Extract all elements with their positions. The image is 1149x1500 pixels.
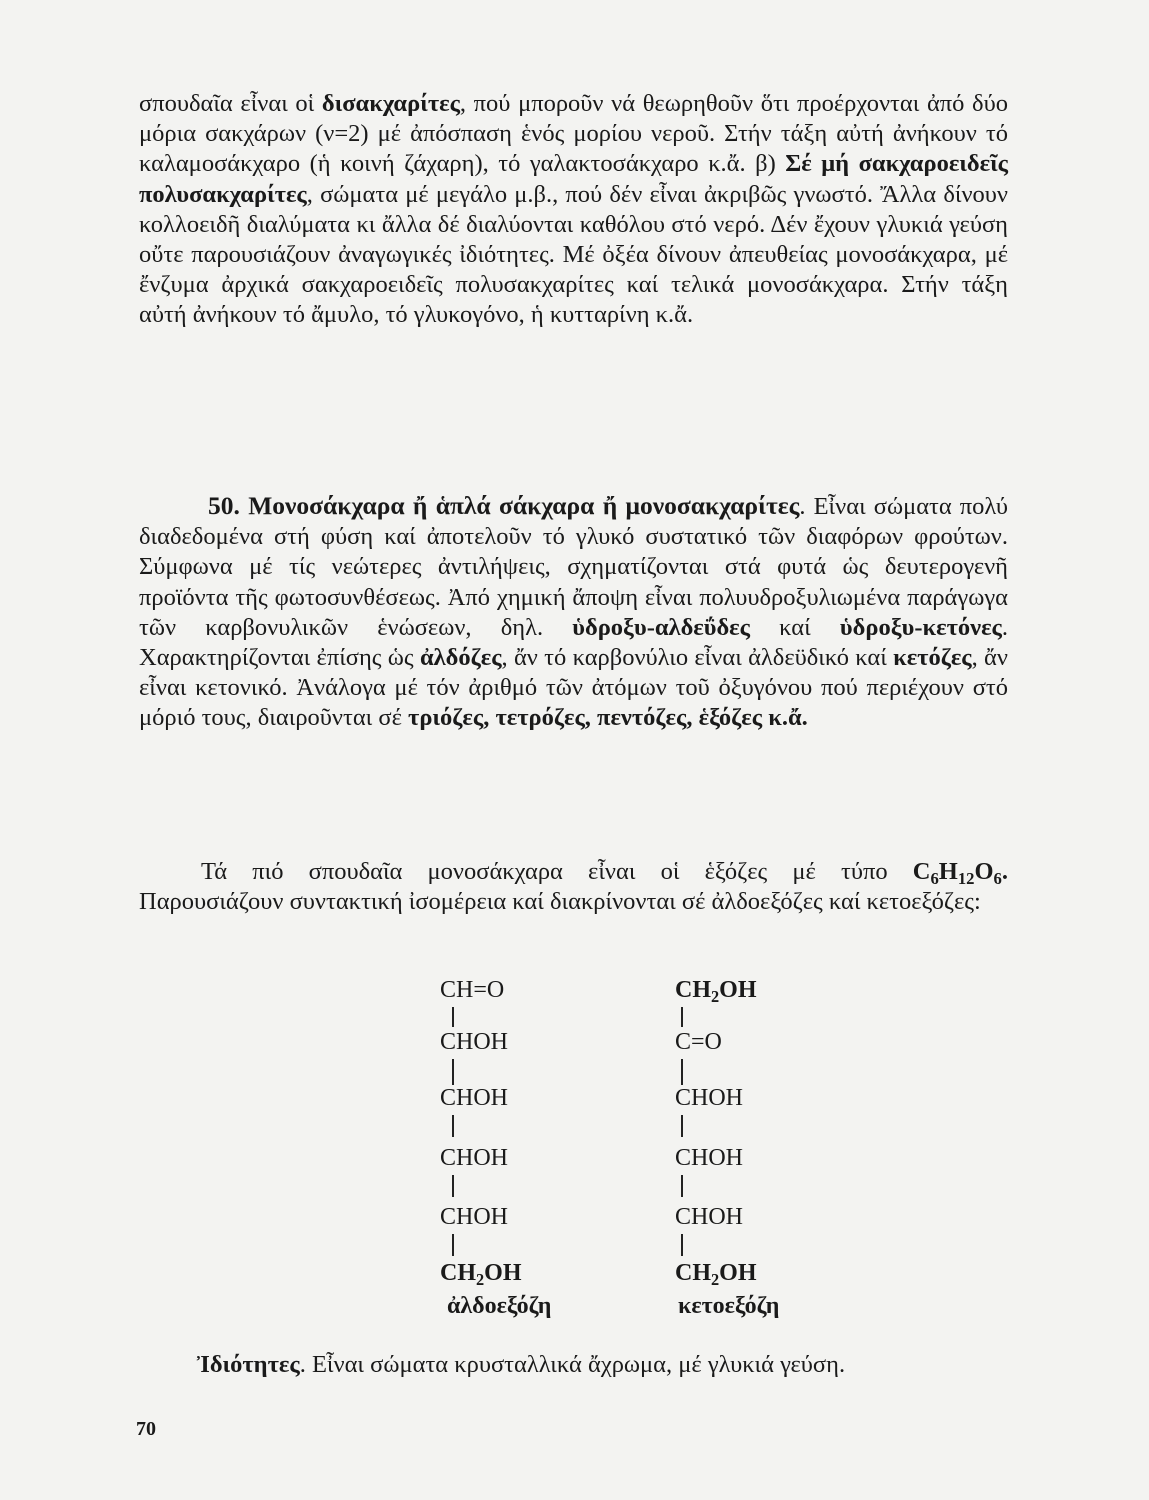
text: , σώματα μέ μεγάλο μ.β., πού δέν εἶναι ἀκριβῶς γνωστό. Ἄλλα δίνουν κολλοειδῆ διαλύματα κι ἄλλα δέ διαλύονται καθόλου στό νερό. Δέν ἔχουν γλυκιά γεύση οὔτε παρουσιάζουν ἀναγωγικές ἰδιότητες. Μέ ὀξέα δίνουν ἀπευθείας μονοσάκχαρα, μέ ἔνζυμα ἀρχικά σακχαροειδεῖς πολυσακχαρίτες καί τελικά μονοσάκχαρα. Στήν τάξη αὐτή ἀνήκουν τό ἄμυλο, τό γλυκογόνο, ἡ κυτταρίνη κ.ἄ.	[139, 180, 1008, 329]
formula-o: O	[974, 858, 994, 885]
term-hydroxy-aldehydes: ὑδροξυ-αλδεΰδες	[572, 613, 750, 641]
text: , ἄν τό καρβονύλιο εἶναι ἀλδεϋδικό καί	[501, 644, 894, 672]
formula-row: CHOH	[440, 1145, 509, 1171]
formula-part: CH	[675, 1260, 711, 1286]
formula-sub: 2	[711, 1269, 720, 1289]
formula-row	[675, 975, 757, 1005]
formula-row: CHOH	[440, 1204, 509, 1230]
formula-row: CHOH	[675, 1204, 744, 1230]
paragraph-disaccharides	[139, 89, 1008, 331]
bond-line	[681, 1115, 683, 1137]
term-disaccharides: δισακχαρίτες	[321, 90, 460, 117]
text: . Εἶναι σώματα πολύ διαδεδομένα στή φύση καί ἀποτελοῦν τό γλυκό συστατικό τῶν διαφόρων φρούτων. Σύμφωνα μέ τίς νεώτερες ἀντιλήψεις, σχηματίζονται στά φυτά ὡς δευτερογενῆ προϊόντα τῆς φωτοσυνθέσεως. Ἀπό χημική ἄποψη εἶναι πολυυδροξυλιωμένα παράγωγα τῶν καρβονυλικῶν ἑνώσεων, δηλ.	[139, 493, 1008, 641]
text: , πού μποροῦν νά θεωρηθοῦν ὅτι προέρχονται ἀπό δύο μόρια σακχάρων (ν=2) μέ ἀπόσπαση ἑνός μορίου νεροῦ. Στήν τάξη αὐτή ἀνήκουν τό καλαμοσάκχαρο (ἡ κοινή ζάχαρη), τό γαλακτοσάκχαρο κ.ἄ. β)	[139, 90, 1008, 178]
formula-part: OH	[484, 1260, 522, 1286]
formula-sub: 2	[711, 986, 720, 1006]
text: καί	[750, 613, 840, 641]
formula-c: C	[912, 858, 931, 885]
bond-line	[681, 1007, 683, 1027]
bond-line	[452, 1234, 454, 1256]
formula-sub: 2	[476, 1269, 485, 1289]
formula-row: CH=O	[440, 977, 505, 1003]
formula-end: .	[1001, 858, 1008, 885]
formula-row: CHOH	[675, 1085, 744, 1111]
formula-part: CH	[440, 1260, 476, 1286]
bond-line	[681, 1234, 683, 1256]
formula	[912, 858, 1008, 888]
formula-row: C=O	[675, 1029, 722, 1055]
formula-part: OH	[719, 1260, 757, 1286]
formula-h: H	[938, 858, 958, 885]
text: Παρουσιάζουν συντακτική ἰσομέρεια καί διακρίνονται σέ ἀλδοεξόζες καί κετοεξόζες:	[139, 888, 981, 916]
term-aldoses: ἀλδόζες	[419, 644, 502, 672]
formula-sub: 12	[957, 868, 975, 888]
bond-line	[681, 1059, 683, 1085]
term-properties: Ἰδιότητες	[197, 1351, 300, 1378]
formula-row	[440, 1258, 522, 1288]
bond-line	[681, 1175, 683, 1197]
bond-line	[452, 1007, 454, 1027]
term-ketoses: κετόζες	[893, 644, 972, 672]
formula-row: CHOH	[675, 1145, 744, 1171]
text: σπουδαῖα εἶναι οἱ	[139, 90, 322, 117]
term-polysaccharides: Σέ μή σακχαροειδεῖς πολυσακχαρίτες	[139, 150, 1008, 208]
text: . Χαρακτηρίζονται ἐπίσης ὡς	[139, 613, 1009, 672]
paragraph-hexoses	[139, 857, 1008, 917]
formula-row	[675, 1258, 757, 1288]
bond-line	[452, 1175, 454, 1197]
page-number: 70	[136, 1418, 156, 1440]
paragraph-properties	[197, 1350, 1008, 1380]
term-trioses-etc: τριόζες, τετρόζες, πεντόζες, ἑξόζες κ.ἄ.	[408, 704, 808, 732]
text: Τά πιό σπουδαῖα μονοσάκχαρα εἶναι οἱ ἑξόζες μέ τύπο	[201, 858, 913, 885]
formula-sub: 6	[993, 868, 1002, 888]
text: . Εἶναι σώματα κρυσταλλικά ἄχρωμα, μέ γλυκιά γεύση.	[299, 1351, 846, 1378]
bond-line	[452, 1059, 454, 1085]
section-heading: 50. Μονοσάκχαρα ἤ ἁπλά σάκχαρα ἤ μονοσακχαρίτες	[208, 491, 800, 520]
formula-row: CHOH	[440, 1029, 509, 1055]
formula-part: OH	[719, 977, 757, 1003]
term-hydroxy-ketones: ὑδροξυ-κετόνες	[839, 613, 1002, 641]
hexose-line	[139, 857, 1008, 887]
formula-row: CHOH	[440, 1085, 509, 1111]
aldohexose-label: ἀλδοεξόζη	[447, 1293, 552, 1319]
bond-line	[452, 1115, 454, 1137]
formula-part: CH	[675, 977, 711, 1003]
text: , ἄν εἶναι κετονικό. Ἀνάλογα μέ τόν ἀριθμό τῶν ἀτόμων τοῦ ὀξυγόνου πού περιέχουν στό μόριό τους, διαιροῦνται σέ	[139, 644, 1008, 732]
ketohexose-label: κετοεξόζη	[678, 1293, 780, 1319]
formula-sub: 6	[930, 868, 939, 888]
structural-formulas	[430, 970, 830, 1330]
paragraph-monosaccharides	[139, 491, 1008, 734]
